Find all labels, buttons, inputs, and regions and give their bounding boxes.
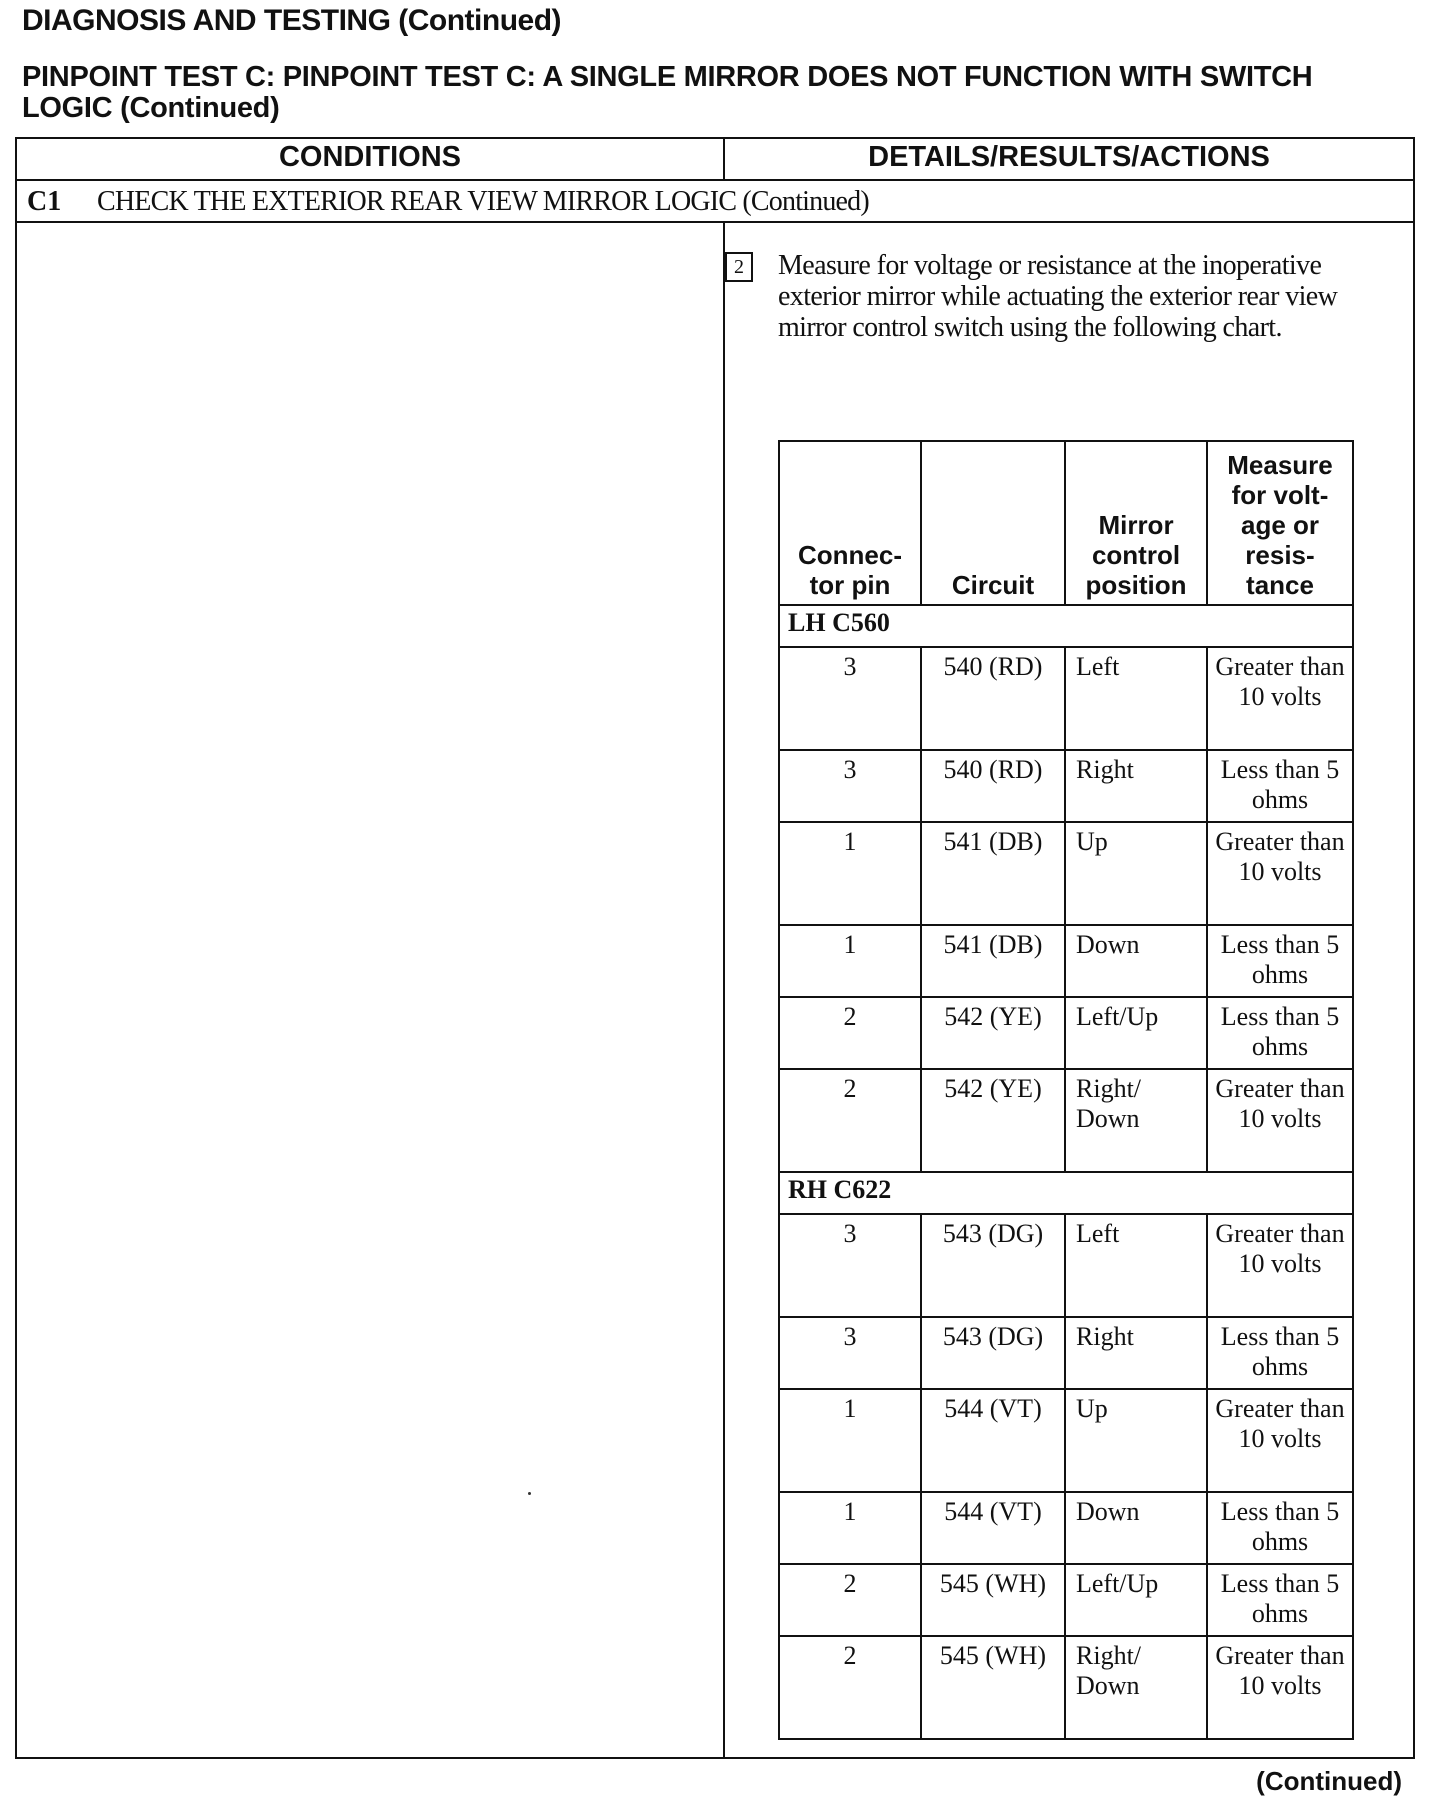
measurement-cell: Less than 5 ohms — [1207, 1317, 1353, 1389]
mirror-position-cell: Right — [1065, 750, 1207, 822]
table-row — [779, 822, 1353, 925]
table-row — [779, 1492, 1353, 1564]
chart-header-row — [779, 441, 1353, 605]
table-row — [779, 1564, 1353, 1636]
connector-pin-cell: 1 — [779, 925, 921, 997]
mirror-position-cell: Down — [1065, 925, 1207, 997]
connector-group-row — [779, 605, 1353, 647]
measurement-cell: Greater than 10 volts — [1207, 1636, 1353, 1739]
connector-pin-cell: 3 — [779, 1317, 921, 1389]
step-row — [17, 181, 1413, 223]
column-header-row — [17, 139, 1413, 181]
mirror-position-cell: Left/Up — [1065, 1564, 1207, 1636]
circuit-cell: 540 (RD) — [921, 750, 1065, 822]
page-title: DIAGNOSIS AND TESTING (Continued) — [22, 4, 562, 37]
measurement-chart — [778, 440, 1354, 1740]
table-row — [779, 647, 1353, 750]
header-circuit: Circuit — [921, 441, 1065, 605]
circuit-cell: 541 (DB) — [921, 822, 1065, 925]
circuit-cell: 545 (WH) — [921, 1564, 1065, 1636]
continued-label: (Continued) — [1256, 1766, 1402, 1796]
measurement-cell: Less than 5 ohms — [1207, 1492, 1353, 1564]
table-row — [779, 997, 1353, 1069]
connector-pin-cell: 3 — [779, 1214, 921, 1317]
measurement-cell: Greater than 10 volts — [1207, 822, 1353, 925]
mirror-position-cell: Down — [1065, 1492, 1207, 1564]
circuit-cell: 540 (RD) — [921, 647, 1065, 750]
pinpoint-test-title: PINPOINT TEST C: PINPOINT TEST C: A SINGLE MIRROR DOES NOT FUNCTION WITH SWITCH LOGIC (Continued) — [22, 61, 1313, 124]
table-row — [779, 1317, 1353, 1389]
instruction-text: Measure for voltage or resistance at the inoperative exterior mirror while actuating the exterior rear view mirror control switch using the following chart. — [778, 250, 1338, 343]
scan-speck — [528, 1492, 531, 1495]
mirror-position-cell: Up — [1065, 1389, 1207, 1492]
mirror-position-cell: Right — [1065, 1317, 1207, 1389]
circuit-cell: 542 (YE) — [921, 1069, 1065, 1172]
mirror-position-cell: Left — [1065, 647, 1207, 750]
circuit-cell: 545 (WH) — [921, 1636, 1065, 1739]
connector-pin-cell: 1 — [779, 1389, 921, 1492]
header-measure: Measure for volt- age or resis- tance — [1207, 441, 1353, 605]
mirror-position-cell: Up — [1065, 822, 1207, 925]
connector-pin-cell: 1 — [779, 822, 921, 925]
header-mirror-control-position: Mirror control position — [1065, 441, 1207, 605]
connector-pin-cell: 2 — [779, 997, 921, 1069]
mirror-position-cell: Left — [1065, 1214, 1207, 1317]
measurement-cell: Less than 5 ohms — [1207, 997, 1353, 1069]
details-results-actions-header: DETAILS/RESULTS/ACTIONS — [868, 141, 1270, 173]
column-divider — [723, 139, 725, 1757]
circuit-cell: 543 (DG) — [921, 1214, 1065, 1317]
table-row — [779, 1214, 1353, 1317]
step-title: CHECK THE EXTERIOR REAR VIEW MIRROR LOGIC (Continued) — [97, 186, 869, 217]
connector-group-row — [779, 1172, 1353, 1214]
mirror-position-cell: Left/Up — [1065, 997, 1207, 1069]
measurement-cell: Less than 5 ohms — [1207, 1564, 1353, 1636]
connector-pin-cell: 2 — [779, 1069, 921, 1172]
connector-pin-cell: 1 — [779, 1492, 921, 1564]
mirror-position-cell: Right/ Down — [1065, 1636, 1207, 1739]
measurement-cell: Less than 5 ohms — [1207, 925, 1353, 997]
circuit-cell: 544 (VT) — [921, 1492, 1065, 1564]
measurement-cell: Greater than 10 volts — [1207, 647, 1353, 750]
table-row — [779, 1636, 1353, 1739]
connector-pin-cell: 3 — [779, 647, 921, 750]
connector-pin-cell: 3 — [779, 750, 921, 822]
connector-group-label: LH C560 — [779, 605, 1353, 647]
mirror-position-cell: Right/ Down — [1065, 1069, 1207, 1172]
header-connector-pin: Connec- tor pin — [779, 441, 921, 605]
measurement-cell: Less than 5 ohms — [1207, 750, 1353, 822]
conditions-header: CONDITIONS — [278, 141, 462, 173]
circuit-cell: 541 (DB) — [921, 925, 1065, 997]
table-row — [779, 1389, 1353, 1492]
connector-pin-cell: 2 — [779, 1636, 921, 1739]
measurement-cell: Greater than 10 volts — [1207, 1214, 1353, 1317]
instruction-step-number: 2 — [725, 252, 753, 282]
connector-pin-cell: 2 — [779, 1564, 921, 1636]
table-row — [779, 750, 1353, 822]
circuit-cell: 544 (VT) — [921, 1389, 1065, 1492]
circuit-cell: 542 (YE) — [921, 997, 1065, 1069]
table-row — [779, 1069, 1353, 1172]
measurement-cell: Greater than 10 volts — [1207, 1069, 1353, 1172]
connector-group-label: RH C622 — [779, 1172, 1353, 1214]
table-row — [779, 925, 1353, 997]
circuit-cell: 543 (DG) — [921, 1317, 1065, 1389]
measurement-cell: Greater than 10 volts — [1207, 1389, 1353, 1492]
step-id: C1 — [27, 186, 62, 217]
